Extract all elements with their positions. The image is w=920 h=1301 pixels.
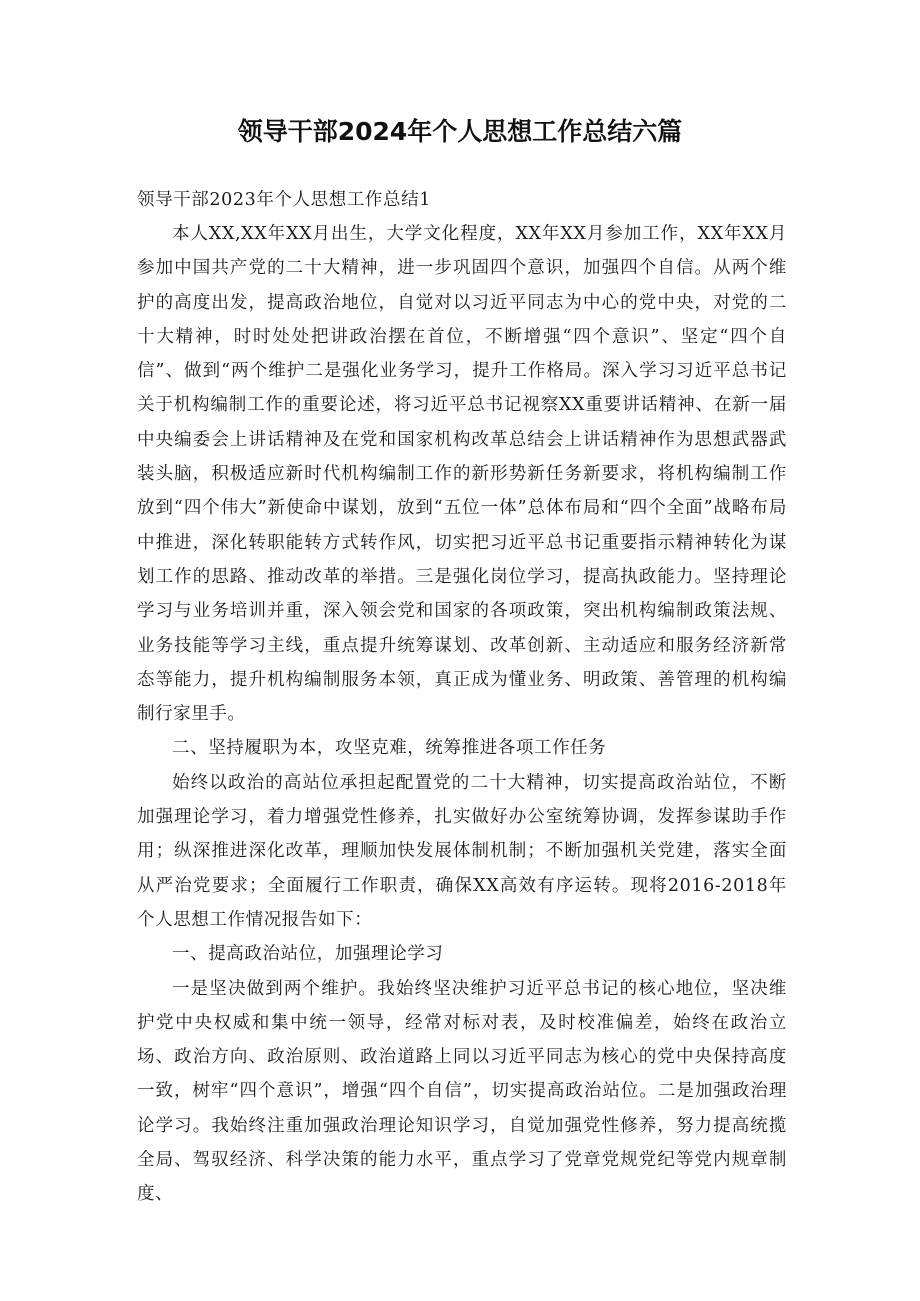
- document-body: [137, 217, 787, 1212]
- paragraph-political: 一是坚决做到两个维护。我始终坚决维护习近平总书记的核心地位，坚决维护党中央权威和集中统一领导，经常对标对表，及时校准偏差，始终在政治立场、政治方向、政治原则、政治道路上同以习近平同志为核心的党中央保持高度一致，树牢“四个意识”，增强“四个自信”，切实提高政治站位。二是加强政治理论学习。我始终注重加强政治理论知识学习，自觉加强党性修养，努力提高统揽全局、驾驭经济、科学决策的能力水平，重点学习了党章党规党纪等党内规章制度、: [137, 978, 787, 1205]
- document-title: 领导干部2024年个人思想工作总结六篇: [237, 117, 683, 146]
- section-heading-2: 二、坚持履职为本，攻坚克难，统筹推进各项工作任务: [172, 738, 607, 759]
- section-subtitle: 领导干部2023年个人思想工作总结1: [137, 190, 431, 210]
- paragraph-duties: 始终以政治的高站位承担起配置党的二十大精神，切实提高政治站位，不断加强理论学习，着力增强党性修养，扎实做好办公室统筹协调，发挥参谋助手作用；纵深推进深化改革，理顺加快发展体制机制；不断加强机关党建，落实全面从严治党要求；全面履行工作职责，确保XX高效有序运转。现将2016-2018年个人思想工作情况报告如下：: [137, 772, 787, 930]
- section-heading-1: 一、提高政治站位，加强理论学习: [172, 944, 444, 965]
- paragraph-intro: 本人XX,XX年XX月出生，大学文化程度，XX年XX月参加工作，XX年XX月参加中国共产党的二十大精神，进一步巩固四个意识，加强四个自信。从两个维护的高度出发，提高政治地位，自觉对以习近平同志为中心的党中央，对党的二十大精神，时时处处把讲政治摆在首位，不断增强“四个意识”、坚定“四个自信”、做到“两个维护二是强化业务学习，提升工作格局。深入学习习近平总书记关于机构编制工作的重要论述，将习近平总书记视察XX重要讲话精神、在新一届中央编委会上讲话精神及在党和国家机构改革总结会上讲话精神作为思想武器武装头脑，积极适应新时代机构编制工作的新形势新任务新要求，将机构编制工作放到“四个伟大”新使命中谋划，放到“五位一体”总体布局和“四个全面”战略布局中推进，深化转职能转方式转作风，切实把习近平总书记重要指示精神转化为谋划工作的思路、推动改革的举措。三是强化岗位学习，提高执政能力。坚持理论学习与业务培训并重，深入领会党和国家的各项政策，突出机构编制政策法规、业务技能等学习主线，重点提升统筹谋划、改革创新、主动适应和服务经济新常态等能力，提升机构编制服务本领，真正成为懂业务、明政策、善管理的机构编制行家里手。: [137, 224, 787, 725]
